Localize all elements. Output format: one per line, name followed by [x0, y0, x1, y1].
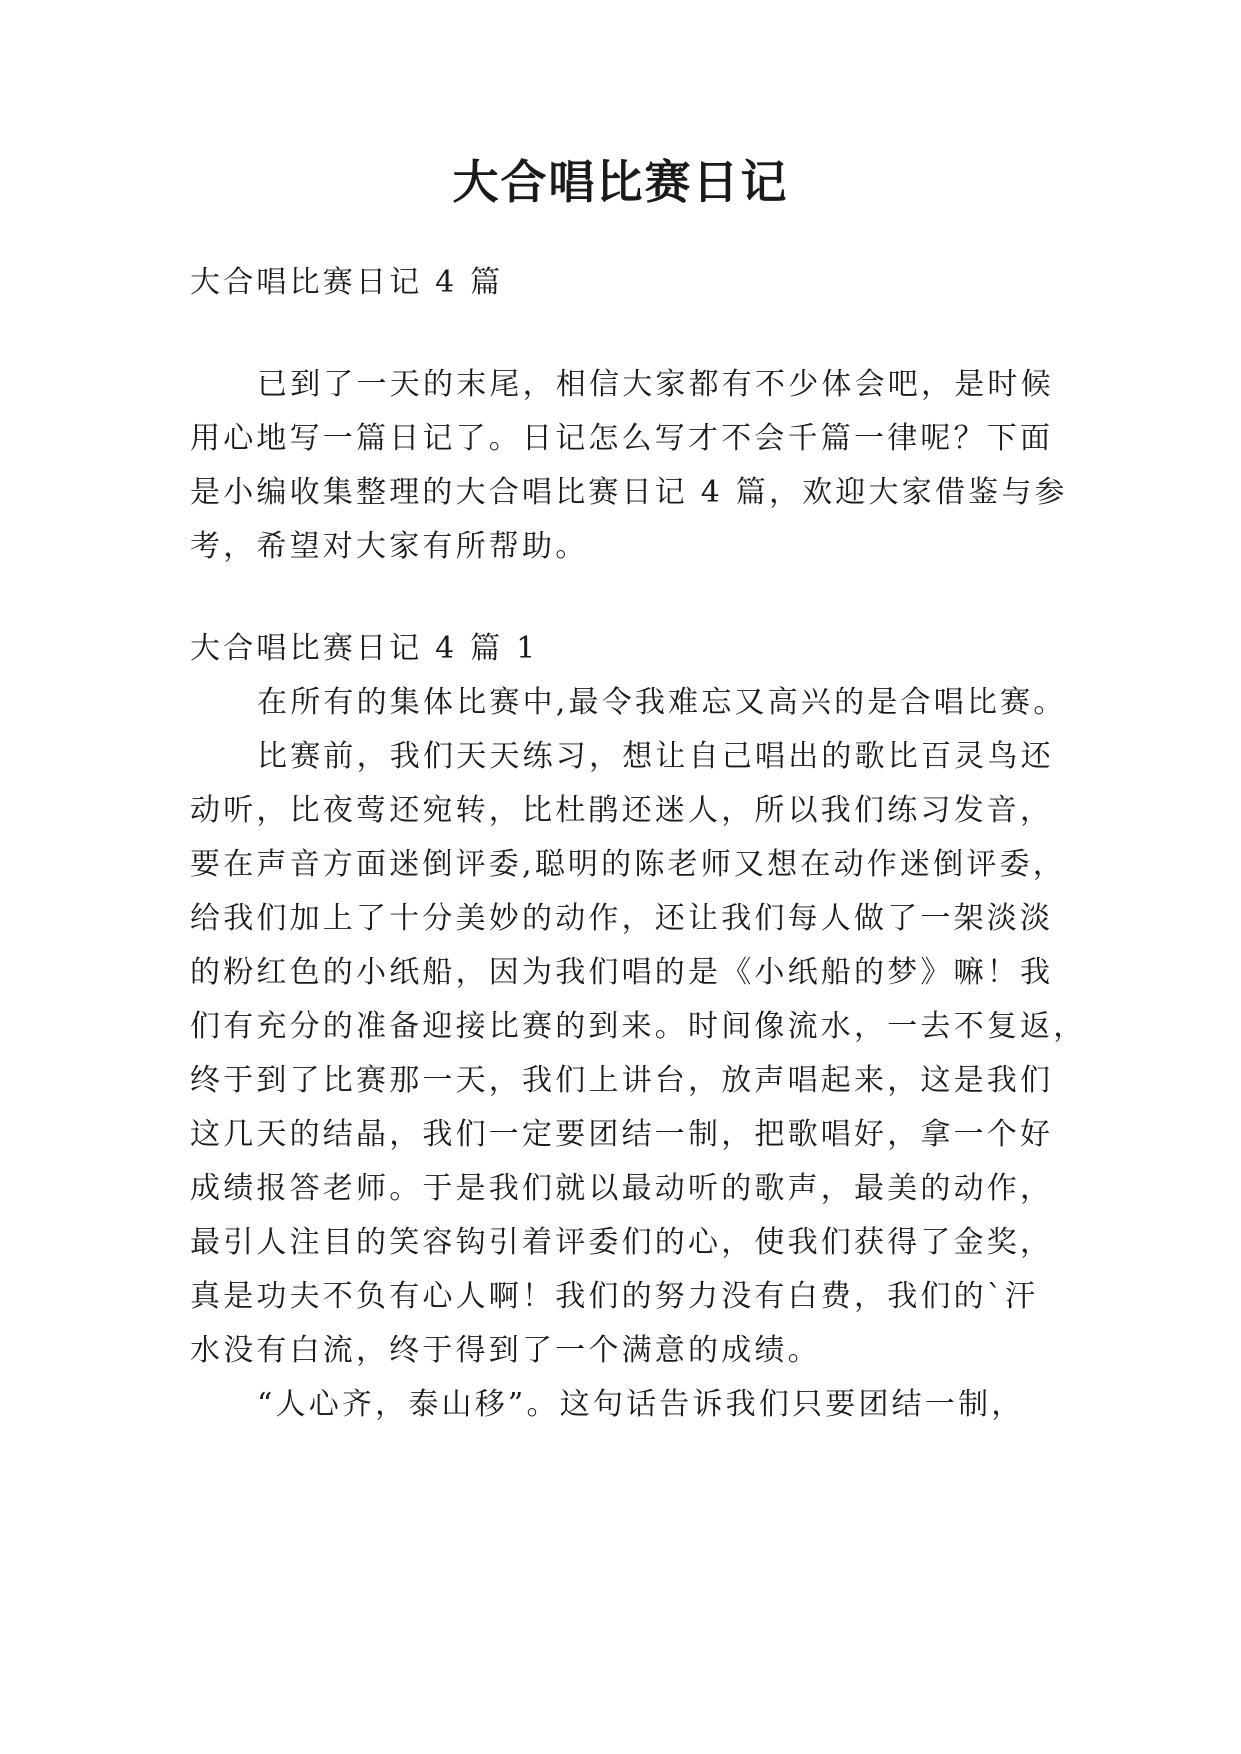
- intro-line-4: 考，希望对大家有所帮助。: [190, 529, 589, 564]
- intro-line-1: 已到了一天的末尾，相信大家都有不少体会吧，是时候: [257, 367, 1054, 402]
- body-line-1: 在所有的集体比赛中,最令我难忘又高兴的是合唱比赛。: [257, 685, 1067, 720]
- body-line-12: 真是功夫不负有心人啊！我们的努力没有白费，我们的`汗: [190, 1279, 1039, 1314]
- body-line-8: 终于到了比赛那一天，我们上讲台，放声唱起来，这是我们: [190, 1063, 1054, 1098]
- intro-line-2: 用心地写一篇日记了。日记怎么写才不会千篇一律呢？下面: [190, 421, 1054, 456]
- body-line-3: 动听，比夜莺还宛转，比杜鹃还迷人，所以我们练习发音，: [190, 793, 1054, 828]
- body-line-2: 比赛前，我们天天练习，想让自己唱出的歌比百灵鸟还: [257, 739, 1054, 774]
- body-line-4: 要在声音方面迷倒评委,聪明的陈老师又想在动作迷倒评委，: [190, 847, 1066, 882]
- section-heading: 大合唱比赛日记 4 篇 1: [190, 631, 539, 666]
- intro-line-3: 是小编收集整理的大合唱比赛日记 4 篇，欢迎大家借鉴与参: [190, 475, 1068, 510]
- body-line-9: 这几天的结晶，我们一定要团结一制，把歌唱好，拿一个好: [190, 1117, 1054, 1152]
- body-line-7: 们有充分的准备迎接比赛的到来。时间像流水，一去不复返，: [190, 1009, 1087, 1044]
- body-line-11: 最引人注目的笑容钩引着评委们的心，使我们获得了金奖，: [190, 1225, 1054, 1260]
- body-line-10: 成绩报答老师。于是我们就以最动听的歌声，最美的动作，: [190, 1171, 1054, 1206]
- body-line-13: 水没有白流，终于得到了一个满意的成绩。: [190, 1333, 821, 1368]
- body-line-5: 给我们加上了十分美妙的动作，还让我们每人做了一架淡淡: [190, 901, 1054, 936]
- body-line-14: “人心齐，泰山移”。这句话告诉我们只要团结一制，: [257, 1387, 1025, 1422]
- document-title: 大合唱比赛日记: [452, 155, 789, 209]
- body-line-6: 的粉红色的小纸船，因为我们唱的是《小纸船的梦》嘛！我: [190, 955, 1054, 990]
- document-subtitle: 大合唱比赛日记 4 篇: [190, 265, 504, 300]
